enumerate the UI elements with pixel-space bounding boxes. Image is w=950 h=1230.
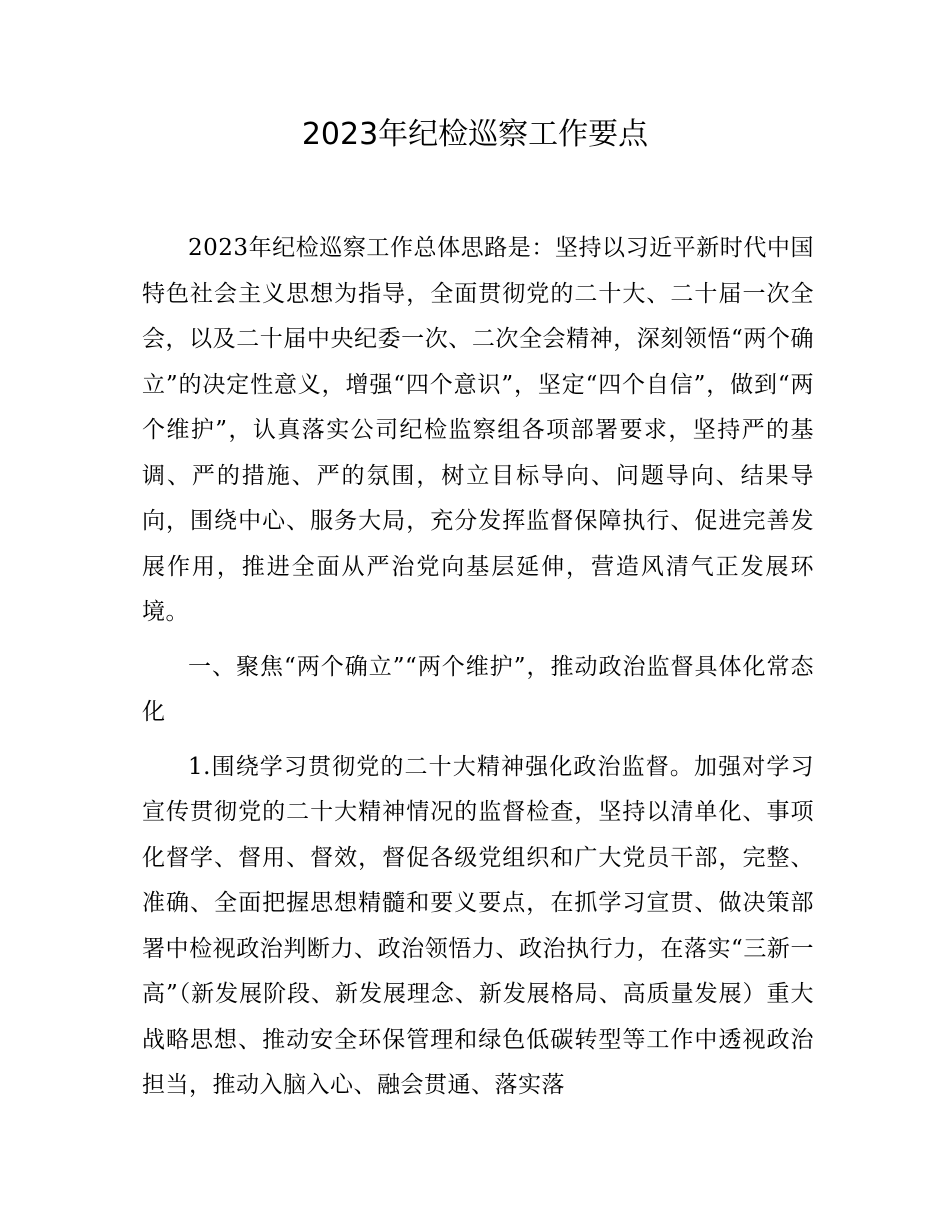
section-heading-one: 一、聚焦“两个确立”“两个维护”，推动政治监督具体化常态化 [142, 653, 814, 725]
paragraph-item-one: 1.围绕学习贯彻党的二十大精神强化政治监督。加强对学习宣传贯彻党的二十大精神情况的监督检查，坚持以清单化、事项化督学、督用、督效，督促各级党组织和广大党员干部，完整、准确、全面把握思想精髓和要义要点，在抓学习宣贯、做决策部署中检视政治判断力、政治领悟力、政治执行力，在落实“三新一高”（新发展阶段、新发展理念、新发展格局、高质量发展）重大战略思想、推动安全环保管理和绿色低碳转型等工作中透视政治担当，推动入脑入心、融会贯通、落实落 [142, 753, 814, 1098]
document-body [142, 226, 814, 1109]
paragraph-general-approach: 2023年纪检巡察工作总体思路是：坚持以习近平新时代中国特色社会主义思想为指导，全面贯彻党的二十大、二十届一次全会，以及二十届中央纪委一次、二次全会精神，深刻领悟“两个确立”的决定性意义，增强“四个意识”，坚定“四个自信”，做到“两个维护”，认真落实公司纪检监察组各项部署要求，坚持严的基调、严的措施、严的氛围，树立目标导向、问题导向、结果导向，围绕中心、服务大局，充分发挥监督保障执行、促进完善发展作用，推进全面从严治党向基层延伸，营造风清气正发展环境。 [142, 235, 814, 625]
document-title: 2023年纪检巡察工作要点 [301, 117, 649, 152]
